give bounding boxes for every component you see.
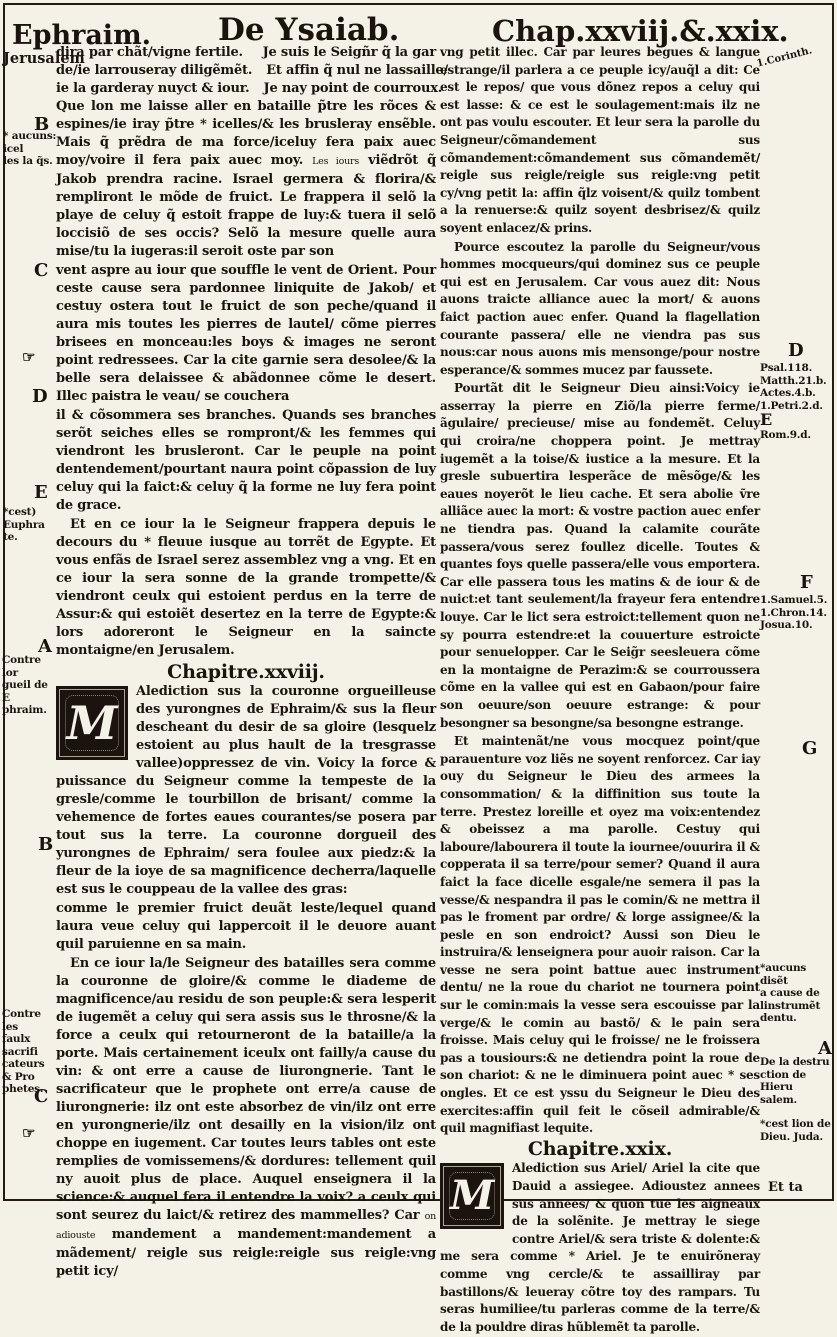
paragraph-with-initial — [440, 1160, 760, 1336]
verse-line — [56, 62, 449, 80]
margin-note-faulx — [2, 1008, 56, 1096]
paragraph: comme le premier fruict deuãt leste/lequel quand laura veue celuy qui lappercoit il le deuore auant quil paruienne en sa main. — [56, 901, 436, 952]
catchword: Et ta — [768, 1180, 803, 1195]
margin-note-aucuns — [3, 130, 57, 168]
margin-note-line: Psal.118. — [760, 362, 813, 374]
margin-note-line: gueil de E — [2, 679, 48, 704]
margin-catchword-jerusalem: Jerusalem — [3, 50, 85, 67]
paragraph-letter-f: F — [800, 572, 813, 593]
margin-note-line: Rom.9.d. — [760, 428, 811, 441]
paragraph: Alediction sus Ariel/ Ariel la cite que Dauid a assiegee. Adioustez annees sus annees/ & quon tue les aigneaux de la solẽnite. Je mettray le siege contre Ariel/& sera triste & dolente:& me sera comme * Ariel. Je te enuirõneray comme vng cercle/& te assailliray par bastillons/& leueray cõtre toy des rampars. Tu seras humiliee/tu parleras comme de la terre/& de la pouldre diras hũblemẽt ta parolle. — [440, 1161, 760, 1334]
verse-hemistich: ie la garderay nuyct & iour. — [56, 81, 250, 96]
margin-note-refs — [760, 362, 832, 441]
paragraph-letter-a: A — [818, 1038, 832, 1059]
margin-note-line: 1.Petri.2.d. — [760, 399, 823, 412]
margin-note-euphrate — [3, 506, 57, 544]
paragraph-text: Que lon me laisse aller en bataille p̃tre les rõces & espines/ie iray p̃tre * icelles/& les brusleray ensẽble. Mais q̃ prẽdra de ma force/iceluy fera paix auec moy/voire il fera paix auec moy. — [56, 99, 436, 168]
manicule-icon: ☞ — [22, 1124, 36, 1142]
margin-note-line: Dieu. Juda. — [760, 1130, 823, 1143]
margin-note-line: phraim. — [2, 704, 47, 716]
paragraph-letter-b: B — [38, 834, 54, 855]
initial-letter: M — [66, 696, 118, 750]
paragraph: Et en ce iour la le Seigneur frappera depuis le decours du * fleuue iusque au torrẽt de Egypte. Et vous enfãs de Israel serez assemblez vng a vng. Et en ce iour la sera sonne de la grande trompette/& viendront ceulx qui estoient perdus en la terre de Assur:& qui estoiẽt desertez en la terre de Egypte:& lors adoreront le Seigneur en la saincte montaigne/en Jerusalem. — [56, 517, 436, 658]
margin-note-line: Matth.21.b. — [760, 374, 827, 387]
margin-note-line: * aucuns: icel — [3, 130, 57, 155]
margin-note-line: dentu. — [760, 1012, 797, 1024]
margin-note-line: linstrumẽt — [760, 999, 821, 1012]
margin-note-line: Actes.4.b. — [760, 387, 816, 399]
margin-note-line: De la destru — [760, 1056, 830, 1068]
chapter-heading: Chapitre.xxix. — [527, 1137, 673, 1160]
margin-note-destruction — [760, 1056, 832, 1106]
verse-hemistich: Je nay point de courroux. — [263, 81, 443, 96]
paragraph-text: En ce iour la/le Seigneur des batailles sera comme la couronne de gloire/& comme le diademe de magnificence/au residu de son peuple:& sera lesperit de iugemẽt a celuy qui sera assis sus le throsne/& la force a ceulx qui retourneront de la bataille/a la porte. Mais certainement iceulx ont failly/a cause du vin: & ont erre a cause de liurongnerie. Tant le sacrificateur que le prophete ont erre/a cause de liurongnerie: ilz ont este absorbez de vin/ilz ont erre en yurongnerie/ilz ont desailly en la vision/ilz ont choppe en iugement. Car toutes leurs tables ont este remplies de vomissemens/& dordures: tellement quil ny auoit plus de place. Auquel enseignera il la science:& auquel fera il entendre la voix? a ceulx qui sont seurez du laict/& retirez des mammelles? Car — [56, 956, 436, 1223]
margin-note-line: ction de Hieru — [760, 1068, 806, 1093]
paragraph: Pource escoutez la parolle du Seigneur/vous hommes mocqueurs/qui dominez sus ce peuple qui est en Jerusalem. Car vous auez dit: Nous auons traicte alliance auec la mort/ & auons faict paction auec enfer. Quand la flagellation courante passera/ elle ne viendra pas sus nous:car nous auons mis mensonge/pour nostre esperance/& sommes mucez par faussete. — [440, 239, 760, 377]
margin-note-line: phetes. — [2, 1083, 44, 1095]
margin-note-orgueil — [2, 654, 56, 717]
verse-hemistich: de/ie larrouseray diligẽmẽt. — [56, 63, 253, 78]
margin-note-line: *cest) Euphra — [3, 506, 45, 531]
paragraph: vent aspre au iour que souffle le vent de Orient. Pour ceste cause sera pardonnee liniquite de Jakob/ et cestuy ostera tout le fruict de son peche/quand il aura mis toutes les pierres de lautel/ cõme pierres brisees en monceau:les boys & images ne seront point redressees. Car la cite garnie sera desolee/& la belle sera delaissee & abãdonnee cõme le desert. Illec paistra le veau/ se couchera — [56, 263, 436, 404]
decorative-initial-m — [56, 686, 128, 760]
margin-note-line: 1.Samuel.5. — [760, 594, 828, 606]
margin-note-line: faulx sacrifi — [2, 1033, 38, 1058]
running-head-right: Chap.xxviij.&.xxix. — [492, 14, 789, 48]
paragraph-letter-g: G — [802, 738, 818, 759]
running-head-center: De Ysaiab. — [218, 12, 400, 48]
paragraph-letter-e: E — [760, 410, 772, 429]
paragraph: Alediction sus la couronne orgueilleuse des yurongnes de Ephraim/& sus la fleur descheant du desir de sa gloire (lesquelz estoient au plus hault de la tresgrasse vallee)oppressez de vin. Voicy la force & puissance du Seigneur comme la tempeste de la gresle/comme le tourbillon de brisant/ comme la vehemence de fortes eaues courantes/se posera par tout sus la terre. La couronne dorgueil des yurongnes de Ephraim/ sera foulee aux piedz:& la fleur de la ioye de sa magnificence decherra/laquelle est sus le couppeau de la vallee des gras: — [56, 684, 436, 897]
margin-note-line: te. — [3, 531, 18, 543]
paragraph-letter-a: A — [38, 636, 52, 657]
inline-gloss: on adiouste — [56, 1211, 437, 1241]
margin-note-ongles — [760, 962, 832, 1025]
margin-note-corinth: 1.Corinth. — [755, 45, 814, 70]
inline-gloss: Les iours — [312, 156, 360, 167]
margin-note-ariel — [760, 1118, 832, 1143]
chapter-heading: Chapitre.xxviij. — [167, 661, 325, 683]
decorative-initial-m — [440, 1163, 504, 1229]
paragraph-letter-d: D — [32, 386, 48, 407]
margin-note-refs — [760, 594, 832, 632]
manicule-icon: ☞ — [22, 348, 36, 366]
margin-note-line: a cause de — [760, 987, 820, 999]
margin-note-line: cateurs & Pro — [2, 1058, 45, 1083]
paragraph-letter-c: C — [34, 260, 49, 281]
verse-hemistich: Je suis le Seigñr q̃ la gar — [262, 45, 436, 60]
initial-letter: M — [449, 1172, 495, 1220]
paragraph-text: mandement a mandement:mandement a mãdement/ reigle sus reigle:reigle sus reigle:vng petit icy/ — [56, 1227, 437, 1279]
paragraph — [56, 98, 436, 261]
paragraph: Et maintenãt/ne vous mocquez point/que parauenture voz liẽs ne soyent renforcez. Car iay ouy du Seigneur le Dieu des armees la consommation/ & la diffinition sus toute la terre. Prestez loreille et oyez ma voix:entendez & obeissez a ma parolle. Cestuy qui laboure/labourera il toute la iournee/ouurira il & copperata il sa terre/pour semer? Quand il aura faict la face dicelle esgale/ne semera il pas la vesse/& nespandra il pas le comin/& ne mettra il pas le froment par ordre/ & lorge assignee/& la pesle en son endroict? Aussi son Dieu le instruira/& lenseignera pour auoir raison. Car la vesse ne sera point battue auec instrument dentu/ ne la roue du chariot ne tournera point sur le comin:mais la vesse sera escouisse par la verge/& le comin au bastõ/ & le pain sera froisse. Mais celuy qui le froisse/ ne le froissera pas a tousiours:& ne detiendra point la roue de son chariot: & ne le diminuera point auec * ses ongles. Et ce est yssu du Seigneur le Dieu des exercites:affin quil feit le cõseil admirable/& quil magnifiast lequite. — [440, 734, 760, 1136]
running-head-left: Ephraim. — [12, 20, 152, 51]
paragraph-with-initial — [56, 683, 436, 899]
margin-note-line: Contre les — [2, 1008, 41, 1033]
paragraph-letter-d: D — [788, 340, 804, 361]
verse-line — [56, 80, 443, 98]
margin-note-line: salem. — [760, 1093, 797, 1106]
margin-note-line: les la q̃s. — [3, 155, 53, 167]
margin-note-line: *cest lion de — [760, 1118, 831, 1130]
margin-note-line: Contre lor — [2, 654, 41, 679]
verse-hemistich: Et affin q̃ nul ne lassaille/ — [266, 63, 449, 78]
paragraph-letter-b: B — [34, 114, 50, 135]
paragraph-letter-e: E — [34, 482, 48, 503]
paragraph-text: viẽdrõt q̃ Jakob prendra racine. Israel germera & florira/& rempliront le mõde de fruict. Le frappera il selõ la playe de celuy q̃ estoit frappe de luy:& tuera il selõ loccisiõ de ses occis? Selõ la mesure quelle aura mise/tu la iugeras:il seroit oste par son — [56, 153, 437, 259]
paragraph: vng petit illec. Car par leures begues & langue estrange/il parlera a ce peuple icy/auq̃l a dit: Ce est le repos/ que vous dõnez repos a celuy qui est lasse: & ce est le soulagement:mais ilz ne ont pas voulu escouter. Et leur sera la parolle du Seigneur/cõmandement sus cõmandement:cõmandement sus cõmandemẽt/ reigle sus reigle/reigle sus reigle:vng petit cy/vng petit la: affin q̃lz voisent/& quilz tombent a la renuerse:& quilz soyent desbrisez/& quilz soyent enlacez/& prins. — [440, 45, 760, 235]
left-text-column — [56, 44, 449, 1282]
paragraph — [56, 955, 436, 1281]
margin-note-line: *aucuns disẽt — [760, 962, 807, 987]
verse-line — [56, 44, 436, 62]
margin-note-line: 1.Chron.14. — [760, 606, 827, 619]
verse-hemistich: dira par chãt/vigne fertile. — [56, 45, 243, 60]
paragraph-letter-c: C — [34, 1086, 49, 1107]
paragraph: Pourtãt dit le Seigneur Dieu ainsi:Voicy ie asserray la pierre en Ziõ/la pierre ferme/ ãgulaire/ precieuse/ mise au fondemẽt. Celuy qui croira/ne choppera point. Je mettray iugemẽt a la toise/& iustice a la mesure. Et la gresle subuertira lesperãce de mẽsõge/& les eaues noyerõt le lieu cache. Et sera abolie ṽre alliãce auec la mort: & vostre paction auec enfer ne tiendra pas. Quand la calamite courãte passera/vous serez foullez dicelle. Toutes & quantes foys quelle passera/elle vous emportera. Car elle passera tous les matins & de iour & de nuict:et tant seulement/la frayeur fera entendre louye. Car le lict sera estroict:tellement quon ne sy pourra estendre:et la couuerture estroicte pour senuelopper. Car le Seig̃r seesleuera cõme en la montaigne de Perazim:& se courroussera cõme en la vallee qui est en Gabaon/pour faire son oeuure/son oeuure estrange: & pour besongner sa besongne/sa besongne estrange. — [440, 381, 760, 730]
margin-note-line: Josua.10. — [760, 619, 813, 631]
paragraph: il & cõsommera ses branches. Quands ses branches serõt seiches elles se rompront/& les femmes qui viendront les brusleront. Car le peuple na point dentendement/pourtant naura point cõpassion de luy celuy qui la faict:& celuy q̃ la forme ne luy fera point de grace. — [56, 408, 436, 513]
right-text-column — [440, 44, 760, 1337]
